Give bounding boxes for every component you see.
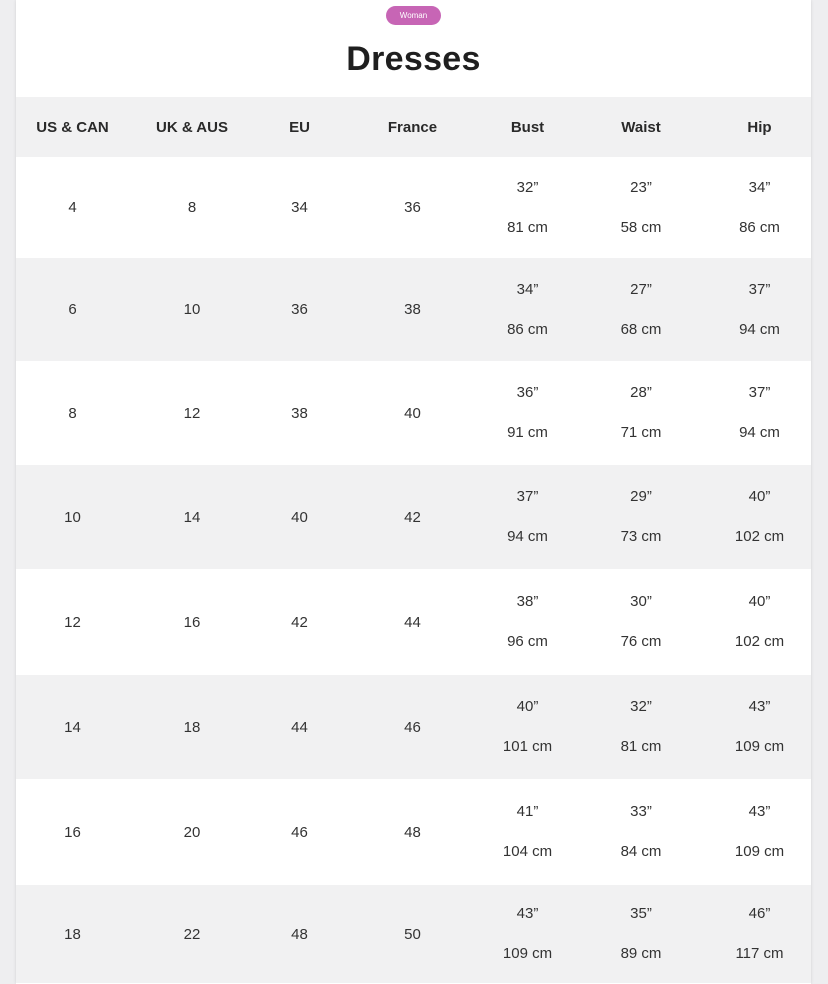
category-badge[interactable]: Woman — [386, 6, 441, 25]
hip-centimeters: 102 cm — [734, 633, 785, 650]
cell-eu: 46 — [291, 823, 308, 841]
cell-fr: 48 — [404, 823, 421, 841]
table-header-row — [16, 97, 811, 157]
waist-measurement — [574, 383, 708, 443]
cell-bust — [481, 675, 574, 779]
cell-eu: 40 — [255, 465, 344, 569]
bust-measurement — [481, 487, 574, 547]
waist-centimeters: 73 cm — [620, 528, 662, 545]
waist-inches: 28” — [630, 384, 652, 401]
cell-waist — [574, 675, 708, 779]
waist-measurement — [574, 178, 708, 238]
waist-centimeters: 71 cm — [620, 424, 662, 441]
hip-centimeters: 109 cm — [734, 843, 785, 860]
bust-measurement — [481, 383, 574, 443]
hip-measurement — [708, 802, 811, 862]
bust-centimeters: 86 cm — [507, 320, 548, 338]
table-row — [16, 465, 811, 569]
col-header-eu: EU — [255, 97, 344, 157]
cell-waist — [574, 258, 708, 361]
waist-measurement — [574, 697, 708, 757]
hip-inches: 43” — [748, 698, 771, 715]
waist-centimeters: 81 cm — [620, 738, 662, 755]
cell-eu: 48 — [255, 885, 344, 983]
table-row — [16, 569, 811, 675]
table-row — [16, 361, 811, 465]
cell-fr: 40 — [404, 404, 421, 422]
bust-inches: 37” — [516, 488, 539, 505]
hip-inches: 43” — [748, 803, 771, 820]
hip-measurement — [708, 697, 811, 757]
cell-bust — [481, 361, 574, 465]
waist-inches: 35” — [630, 905, 652, 922]
cell-fr: 36 — [404, 199, 421, 216]
cell-uk: 20 — [183, 823, 201, 841]
waist-inches: 33” — [630, 803, 652, 820]
cell-waist — [574, 885, 708, 983]
cell-fr: 44 — [404, 613, 421, 631]
waist-measurement — [574, 904, 708, 964]
bust-measurement — [481, 697, 574, 757]
cell-fr: 46 — [344, 675, 481, 779]
cell-bust — [481, 465, 574, 569]
col-header-france: France — [344, 97, 481, 157]
cell-eu: 34 — [291, 199, 308, 216]
cell-hip — [708, 157, 811, 258]
bust-centimeters: 81 cm — [507, 218, 548, 236]
cell-fr: 38 — [344, 258, 481, 361]
cell-us: 18 — [16, 885, 129, 983]
cell-uk: 14 — [129, 465, 255, 569]
waist-inches: 27” — [630, 280, 652, 298]
cell-bust — [481, 157, 574, 258]
cell-us: 12 — [64, 613, 81, 631]
bust-measurement — [481, 592, 574, 652]
bust-centimeters: 101 cm — [502, 738, 553, 755]
bust-inches: 34” — [516, 280, 539, 298]
cell-uk: 16 — [183, 613, 201, 631]
bust-inches: 36” — [516, 384, 539, 401]
table-row — [16, 779, 811, 885]
bust-inches: 38” — [516, 593, 539, 610]
waist-measurement — [574, 280, 708, 340]
hip-inches: 46” — [748, 905, 771, 922]
bust-inches: 40” — [516, 698, 539, 715]
cell-uk: 12 — [183, 404, 201, 422]
cell-waist — [574, 779, 708, 885]
cell-uk: 22 — [129, 885, 255, 983]
cell-us: 6 — [16, 258, 129, 361]
cell-eu: 44 — [255, 675, 344, 779]
cell-us: 4 — [68, 199, 77, 216]
hip-centimeters: 117 cm — [735, 945, 784, 962]
cell-waist — [574, 361, 708, 465]
waist-inches: 29” — [630, 488, 652, 505]
size-table — [16, 97, 811, 983]
cell-uk: 8 — [187, 199, 197, 216]
cell-us: 16 — [64, 823, 81, 841]
bust-centimeters: 104 cm — [502, 843, 553, 860]
hip-centimeters: 86 cm — [739, 218, 780, 236]
hip-inches: 34” — [748, 178, 771, 196]
table-row — [16, 258, 811, 361]
waist-centimeters: 89 cm — [620, 945, 662, 962]
hip-centimeters: 94 cm — [739, 424, 780, 441]
col-header-us-can: US & CAN — [16, 97, 129, 157]
col-header-uk-aus: UK & AUS — [129, 97, 255, 157]
size-chart-card — [16, 0, 811, 984]
hip-measurement — [708, 487, 811, 547]
bust-inches: 41” — [516, 803, 539, 820]
cell-us: 14 — [16, 675, 129, 779]
cell-eu: 36 — [255, 258, 344, 361]
col-header-hip: Hip — [708, 97, 811, 157]
cell-uk: 10 — [129, 258, 255, 361]
table-row — [16, 675, 811, 779]
hip-inches: 40” — [748, 488, 771, 505]
waist-inches: 23” — [630, 178, 652, 196]
hip-measurement — [708, 592, 811, 652]
hip-measurement — [708, 383, 811, 443]
hip-inches: 40” — [748, 593, 771, 610]
waist-centimeters: 58 cm — [620, 218, 662, 236]
bust-measurement — [481, 178, 574, 238]
waist-centimeters: 76 cm — [620, 633, 662, 650]
cell-hip — [708, 885, 811, 983]
cell-hip — [708, 675, 811, 779]
waist-measurement — [574, 592, 708, 652]
bust-measurement — [481, 904, 574, 964]
bust-measurement — [481, 280, 574, 340]
bust-inches: 43” — [516, 905, 539, 922]
cell-hip — [708, 258, 811, 361]
cell-fr: 42 — [344, 465, 481, 569]
hip-inches: 37” — [748, 384, 771, 401]
waist-centimeters: 84 cm — [620, 843, 662, 860]
cell-waist — [574, 465, 708, 569]
cell-fr: 50 — [344, 885, 481, 983]
cell-waist — [574, 569, 708, 675]
hip-measurement — [708, 178, 811, 238]
bust-centimeters: 94 cm — [507, 528, 548, 545]
col-header-waist: Waist — [574, 97, 708, 157]
waist-measurement — [574, 802, 708, 862]
hip-centimeters: 109 cm — [734, 738, 785, 755]
cell-uk: 18 — [129, 675, 255, 779]
hip-measurement — [708, 280, 811, 340]
hip-centimeters: 94 cm — [739, 320, 780, 338]
badge-wrap — [16, 5, 811, 25]
cell-us: 10 — [16, 465, 129, 569]
col-header-bust: Bust — [481, 97, 574, 157]
table-row — [16, 885, 811, 983]
waist-measurement — [574, 487, 708, 547]
waist-inches: 30” — [630, 593, 652, 610]
cell-hip — [708, 569, 811, 675]
bust-measurement — [481, 802, 574, 862]
hip-centimeters: 102 cm — [734, 528, 785, 545]
cell-hip — [708, 779, 811, 885]
page-title: Dresses — [346, 40, 481, 78]
bust-centimeters: 109 cm — [502, 945, 553, 962]
cell-eu: 42 — [291, 613, 308, 631]
cell-eu: 38 — [291, 404, 308, 422]
cell-us: 8 — [68, 404, 77, 422]
cell-hip — [708, 465, 811, 569]
cell-hip — [708, 361, 811, 465]
cell-waist — [574, 157, 708, 258]
cell-bust — [481, 779, 574, 885]
cell-bust — [481, 885, 574, 983]
waist-inches: 32” — [630, 698, 652, 715]
table-row — [16, 157, 811, 258]
waist-centimeters: 68 cm — [620, 320, 662, 338]
bust-inches: 32” — [516, 178, 539, 196]
cell-bust — [481, 569, 574, 675]
bust-centimeters: 96 cm — [507, 633, 548, 650]
bust-centimeters: 91 cm — [507, 424, 548, 441]
hip-inches: 37” — [748, 280, 771, 298]
hip-measurement — [708, 904, 811, 964]
cell-bust — [481, 258, 574, 361]
